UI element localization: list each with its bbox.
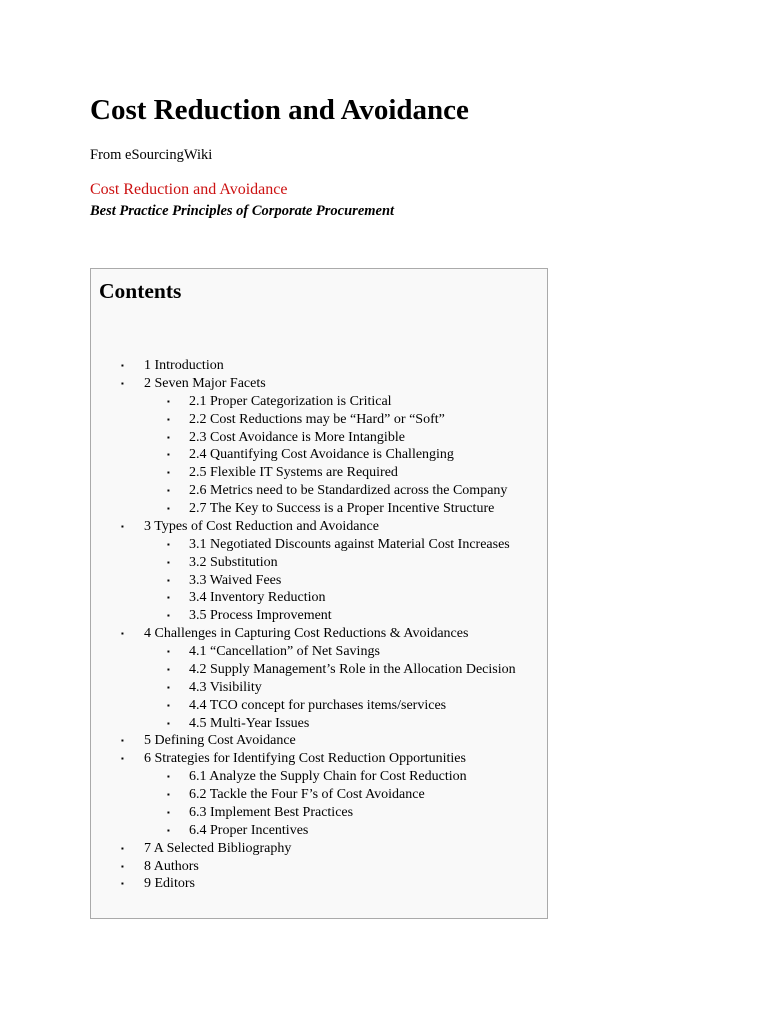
toc-item-label[interactable]: 4.2 Supply Management’s Role in the Allocation Decision (189, 661, 516, 677)
bullet-icon: ▪ (167, 647, 170, 656)
bullet-icon: ▪ (167, 432, 170, 442)
bullet-icon: ▪ (167, 486, 170, 496)
toc-item-label[interactable]: 4.5 Multi-Year Issues (189, 715, 310, 731)
toc-item-label[interactable]: 9 Editors (144, 876, 195, 892)
toc-item-label[interactable]: 4 Challenges in Capturing Cost Reductions & Avoidances (144, 626, 469, 642)
bullet-icon: ▪ (121, 861, 124, 871)
bullet-icon: ▪ (121, 736, 124, 746)
page-title: Cost Reduction and Avoidance (90, 94, 469, 126)
toc-item-label[interactable]: 2.5 Flexible IT Systems are Required (189, 465, 398, 481)
bullet-icon: ▪ (167, 396, 170, 406)
bullet-icon: ▪ (167, 790, 170, 799)
toc-item-label[interactable]: 7 A Selected Bibliography (144, 840, 292, 856)
toc-item-label[interactable]: 5 Defining Cost Avoidance (144, 733, 296, 749)
bullet-icon: ▪ (167, 700, 170, 710)
toc-item-label[interactable]: 3.1 Negotiated Discounts against Material Cost Increases (189, 536, 510, 552)
bullet-icon: ▪ (167, 825, 170, 835)
bullet-icon: ▪ (121, 521, 124, 531)
toc-item-label[interactable]: 8 Authors (144, 858, 199, 874)
toc-item-label[interactable]: 4.4 TCO concept for purchases items/services (189, 697, 447, 713)
toc-item-label[interactable]: 6.1 Analyze the Supply Chain for Cost Reduction (189, 769, 467, 785)
bullet-icon: ▪ (167, 772, 170, 782)
toc-item-label[interactable]: 4.3 Visibility (189, 679, 262, 695)
bullet-icon: ▪ (167, 557, 170, 567)
toc-item-label[interactable]: 2.4 Quantifying Cost Avoidance is Challenging (189, 447, 454, 463)
toc-item-label[interactable]: 2.7 The Key to Success is a Proper Incentive Structure (189, 501, 495, 516)
toc-item-label[interactable]: 2.3 Cost Avoidance is More Intangible (189, 429, 405, 445)
bullet-icon: ▪ (121, 754, 124, 764)
toc-item-label[interactable]: 3 Types of Cost Reduction and Avoidance (144, 518, 379, 534)
bullet-icon: ▪ (167, 539, 170, 549)
toc-item-label[interactable]: 4.1 “Cancellation” of Net Savings (189, 644, 380, 659)
toc-item-label[interactable]: 1 Introduction (144, 358, 224, 373)
toc-item-label[interactable]: 2.6 Metrics need to be Standardized across the Company (189, 483, 508, 499)
bullet-icon: ▪ (167, 611, 170, 621)
bullet-icon: ▪ (167, 450, 170, 460)
bullet-icon: ▪ (167, 718, 170, 728)
toc-item-label[interactable]: 6.2 Tackle the Four F’s of Cost Avoidance (189, 787, 425, 802)
bullet-icon: ▪ (121, 879, 124, 889)
bullet-icon: ▪ (167, 593, 170, 603)
toc-item-label[interactable]: 3.4 Inventory Reduction (189, 590, 326, 606)
toc-item-label[interactable]: 6.4 Proper Incentives (189, 822, 309, 838)
bullet-icon: ▪ (167, 807, 170, 817)
toc-title: Contents (99, 279, 182, 303)
toc-item-label[interactable]: 6 Strategies for Identifying Cost Reduction Opportunities (144, 751, 466, 767)
bullet-icon: ▪ (121, 378, 124, 388)
toc-item-label[interactable]: 3.5 Process Improvement (189, 608, 332, 624)
bullet-icon: ▪ (121, 629, 124, 639)
toc-item-label[interactable]: 6.3 Implement Best Practices (189, 804, 354, 820)
toc-item-label[interactable]: 2.2 Cost Reductions may be “Hard” or “Soft” (189, 411, 445, 427)
bullet-icon: ▪ (167, 575, 170, 585)
bullet-icon: ▪ (167, 682, 170, 692)
toc-item-label[interactable]: 3.3 Waived Fees (189, 572, 282, 588)
article-title-link[interactable]: Cost Reduction and Avoidance (90, 181, 288, 198)
tagline: Best Practice Principles of Corporate Procurement (90, 203, 395, 219)
toc-item-label[interactable]: 2.1 Proper Categorization is Critical (189, 393, 392, 409)
bullet-icon: ▪ (121, 843, 124, 853)
toc-item-label[interactable]: 2 Seven Major Facets (144, 375, 266, 391)
bullet-icon: ▪ (121, 361, 124, 370)
bullet-icon: ▪ (167, 468, 170, 478)
site-subtitle: From eSourcingWiki (90, 147, 213, 163)
bullet-icon: ▪ (167, 504, 170, 513)
toc-item-label[interactable]: 3.2 Substitution (189, 554, 278, 570)
bullet-icon: ▪ (167, 414, 170, 424)
table-of-contents (90, 268, 548, 919)
bullet-icon: ▪ (167, 664, 170, 674)
